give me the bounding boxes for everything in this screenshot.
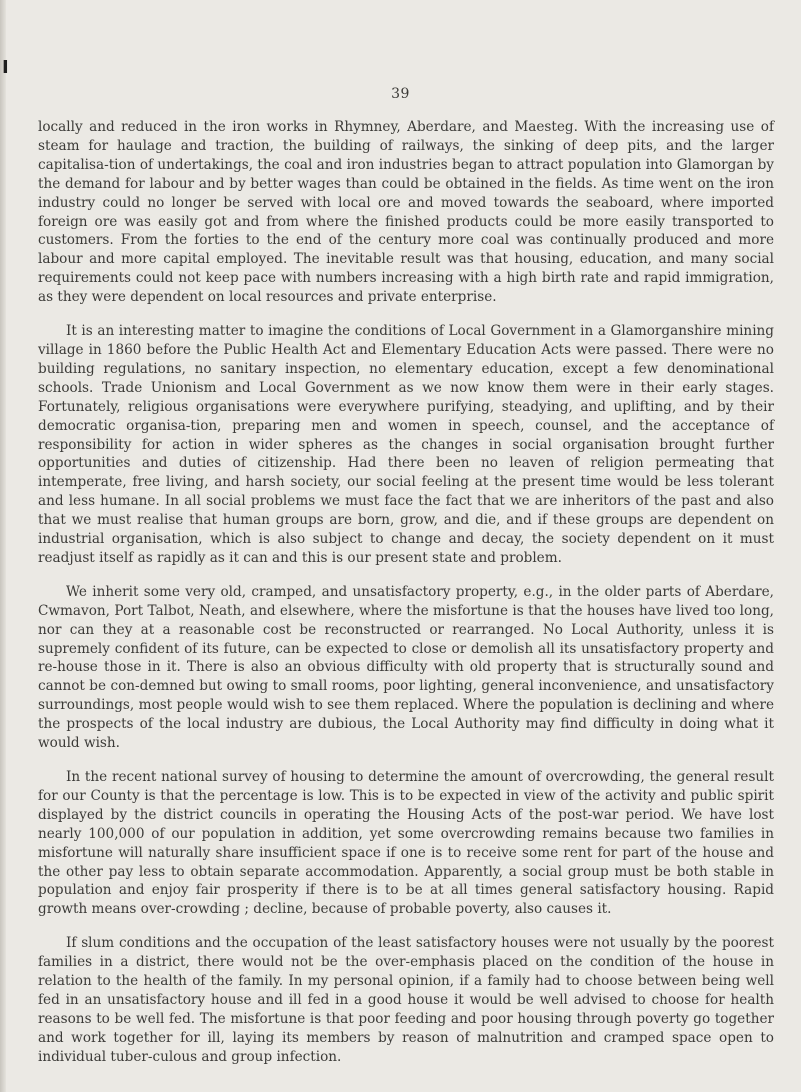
page-binding-edge	[0, 0, 6, 1092]
paragraph: If slum conditions and the occupation of the least satisfactory houses were not usually by the poorest families in a district, there would not be the over-emphasis placed on the condition of the house in relation to the health of the family. In my personal opinion, if a family had to choose between being well fed in an unsatisfactory house and ill fed in a good house it would be well advised to choose for health reasons to be well fed. The misfortune is that poor feeding and poor housing through poverty go together and work together for ill, laying its members by reason of malnutrition and cramped space open to individual tuber-culous and group infection.	[38, 935, 774, 1065]
paragraph: It is an interesting matter to imagine the conditions of Local Government in a Glamorganshire mining village in 1860 before the Public Health Act and Elementary Education Acts were passed. There were no building regulations, no sanitary inspection, no elementary education, except a few denominational schools. Trade Unionism and Local Government as we now know them were in their early stages. Fortunately, religious organisations were everywhere purifying, steadying, and uplifting, and by their democratic organisa-tion, preparing men and women in speech, counsel, and the acceptance of responsibility for action in wider spheres as the changes in social organisation brought further opportunities and duties of citizenship. Had there been no leaven of religion permeating that intemperate, free living, and harsh society, our social feeling at the present time would be less tolerant and less humane. In all social problems we must face the fact that we are inheritors of the past and also that we must realise that human groups are born, grow, and die, and if these groups are dependent on industrial organisation, which is also subject to change and decay, the society dependent on it must readjust itself as rapidly as it can and this is our present state and problem.	[38, 323, 774, 566]
corner-mark: I	[2, 57, 9, 78]
body-text	[38, 118, 774, 1082]
paragraph: We inherit some very old, cramped, and unsatisfactory property, e.g., in the older parts of Aberdare, Cwmavon, Port Talbot, Neath, and elsewhere, where the misfortune is that the houses have lived too long, nor can they at a reasonable cost be reconstructed or rearranged. No Local Authority, unless it is supremely confident of its future, can be expected to close or demolish all its unsatisfactory property and re-house those in it. There is also an obvious difficulty with old property that is structurally sound and cannot be con-demned but owing to small rooms, poor lighting, general inconvenience, and unsatisfactory surroundings, most people would wish to see them replaced. Where the population is declining and where the prospects of the local industry are dubious, the Local Authority may find difficulty in doing what it would wish.	[38, 583, 774, 752]
paragraph: locally and reduced in the iron works in Rhymney, Aberdare, and Maesteg. With the increasing use of steam for haulage and traction, the building of railways, the sinking of deep pits, and the larger capitalisa-tion of undertakings, the coal and iron industries began to attract population into Glamorgan by the demand for labour and by better wages than could be obtained in the fields. As time went on the iron industry could no longer be served with local ore and moved towards the seaboard, where imported foreign ore was easily got and from where the finished products could be more easily transported to customers. From the forties to the end of the century more coal was continually produced and more labour and more capital employed. The inevitable result was that housing, education, and many social requirements could not keep pace with numbers increasing with a high birth rate and rapid immigration, as they were dependent on local resources and private enterprise.	[38, 119, 774, 306]
page-number: 39	[391, 86, 410, 102]
paragraph: In the recent national survey of housing to determine the amount of overcrowding, the general result for our County is that the percentage is low. This is to be expected in view of the activity and public spirit displayed by the district councils in operating the Housing Acts of the post-war period. We have lost nearly 100,000 of our population in addition, yet some overcrowding remains because two families in misfortune will naturally share insufficient space if one is to receive some rent for part of the house and the other pay less to obtain separate accommodation. Apparently, a social group must be both stable in population and enjoy fair prosperity if there is to be at all times general satisfactory housing. Rapid growth means over-crowding ; decline, because of probable poverty, also causes it.	[38, 769, 774, 918]
